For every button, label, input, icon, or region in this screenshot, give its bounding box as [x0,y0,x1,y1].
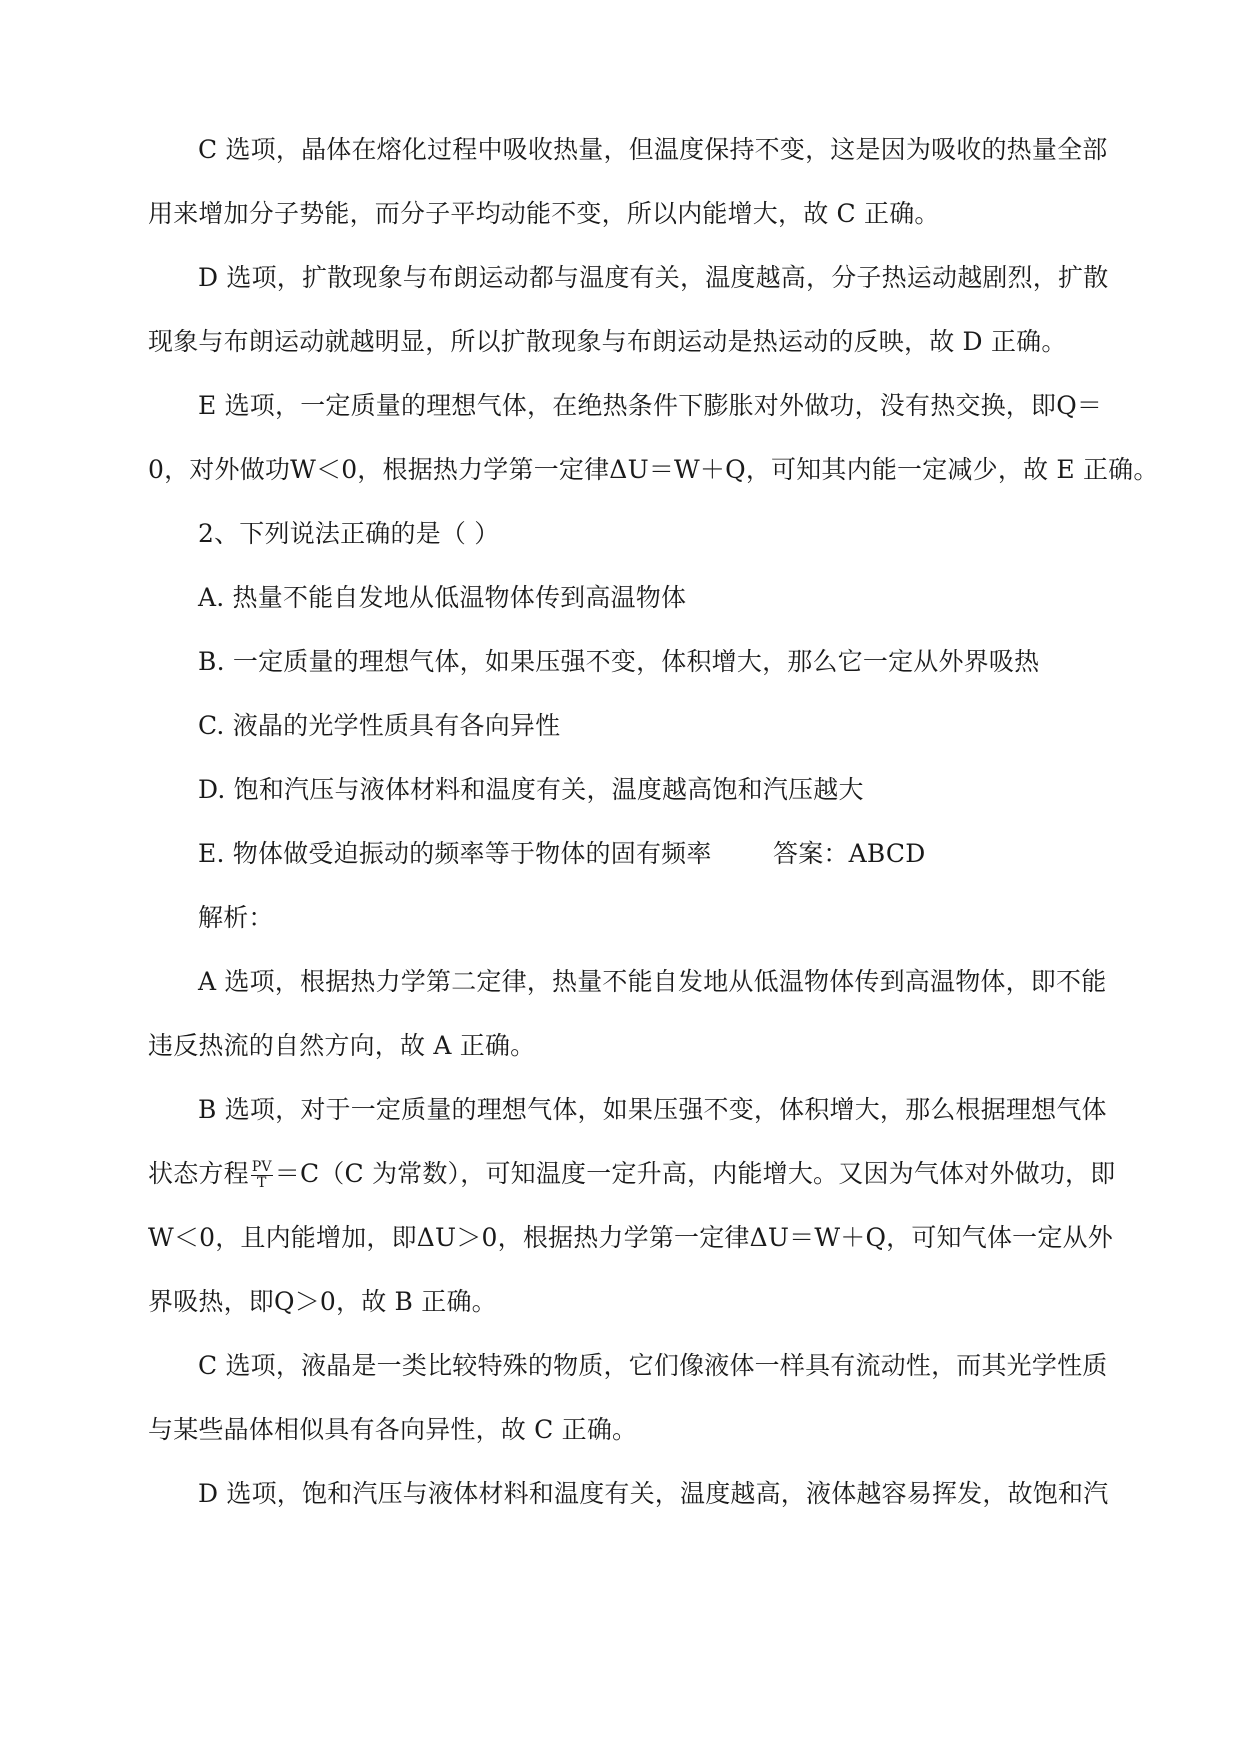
d-explanation-line1: D 选项，饱和汽压与液体材料和温度有关，温度越高，液体越容易挥发，故饱和汽 [198,1479,1109,1508]
c-explanation-line2: 与某些晶体相似具有各向异性，故 C 正确。 [148,1415,638,1444]
c-option-explanation-line1: C 选项，晶体在熔化过程中吸收热量，但温度保持不变，这是因为吸收的热量全部 [198,135,1108,164]
option-e: E. 物体做受迫振动的频率等于物体的固有频率 [198,839,712,868]
e-option-explanation-line1: E 选项，一定质量的理想气体，在绝热条件下膨胀对外做功，没有热交换，即Q＝ [198,391,1103,420]
a-explanation-line1: A 选项，根据热力学第二定律，热量不能自发地从低温物体传到高温物体，即不能 [198,967,1107,996]
answer-key: 答案：ABCD [773,839,926,868]
d-option-explanation-line2: 现象与布朗运动就越明显，所以扩散现象与布朗运动是热运动的反映，故 D 正确。 [148,327,1067,356]
b-explanation-line3: W＜0，且内能增加，即ΔU＞0，根据热力学第一定律ΔU＝W＋Q，可知气体一定从外 [148,1223,1113,1252]
b-explanation-line2 [148,1158,1115,1191]
e-option-explanation-line2: 0，对外做功W＜0，根据热力学第一定律ΔU＝W＋Q，可知其内能一定减少，故 E 正确。 [148,455,1159,484]
option-d: D. 饱和汽压与液体材料和温度有关，温度越高饱和汽压越大 [198,775,864,804]
b-line2-prefix: 状态方程 [148,1159,249,1188]
option-c: C. 液晶的光学性质具有各向异性 [198,711,561,740]
a-explanation-line2: 违反热流的自然方向，故 A 正确。 [148,1031,536,1060]
fraction-denominator: T [257,1175,267,1191]
c-explanation-line1: C 选项，液晶是一类比较特殊的物质，它们像液体一样具有流动性，而其光学性质 [198,1351,1108,1380]
b-explanation-line4: 界吸热，即Q＞0，故 B 正确。 [148,1287,497,1316]
fraction-numerator: PV [251,1159,272,1175]
option-a: A. 热量不能自发地从低温物体传到高温物体 [198,583,687,612]
option-b: B. 一定质量的理想气体，如果压强不变，体积增大，那么它一定从外界吸热 [198,647,1040,676]
b-line2-suffix: ＝C（C 为常数），可知温度一定升高，内能增大。又因为气体对外做功，即 [274,1159,1116,1188]
question-stem: 2、下列说法正确的是（ ） [198,519,500,548]
c-option-explanation-line2: 用来增加分子势能，而分子平均动能不变，所以内能增大，故 C 正确。 [148,199,940,228]
analysis-label: 解析： [198,903,274,932]
d-option-explanation-line1: D 选项，扩散现象与布朗运动都与温度有关，温度越高，分子热运动越剧烈，扩散 [198,263,1109,292]
b-explanation-line1: B 选项，对于一定质量的理想气体，如果压强不变，体积增大，那么根据理想气体 [198,1095,1107,1124]
ideal-gas-fraction [251,1160,273,1191]
